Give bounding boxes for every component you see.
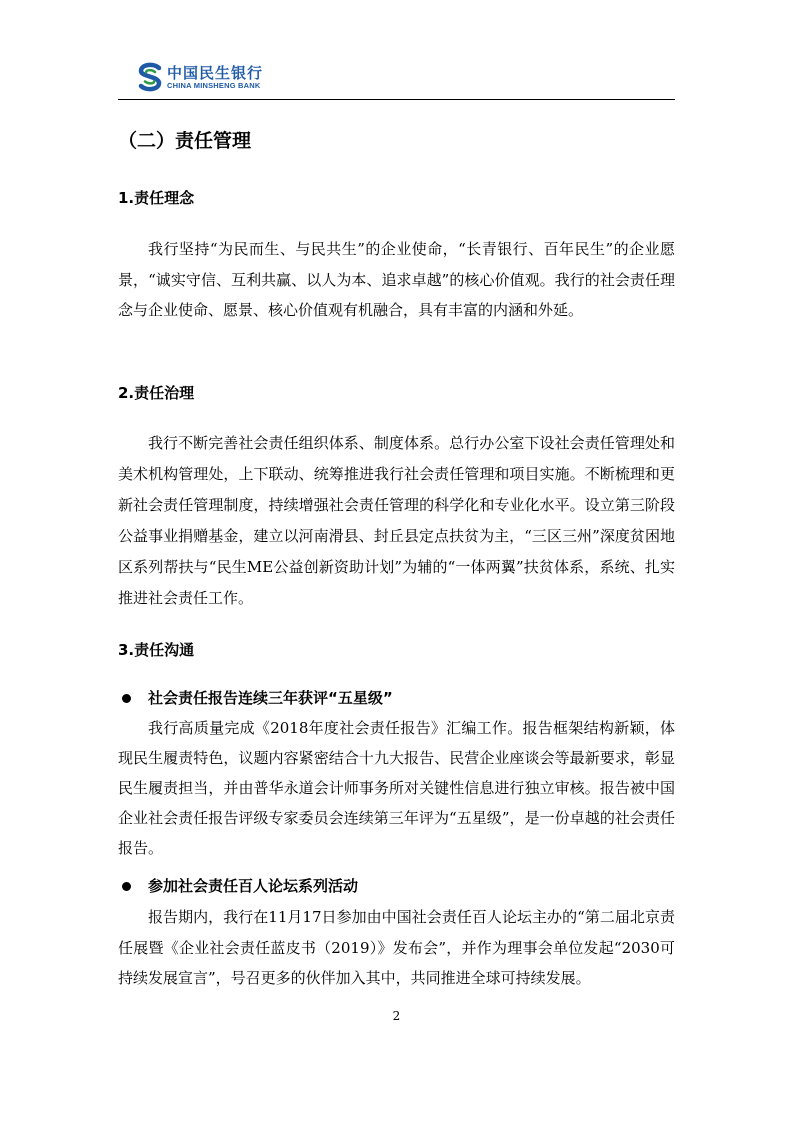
bullet-title: 社会责任报告连续三年获评“五星级”	[148, 689, 393, 707]
heading-responsibility-communication: 3.责任沟通	[118, 641, 195, 659]
paragraph-responsibility-concept: 我行坚持“为民而生、与民共生”的企业使命，“长青银行、百年民生”的企业愿景，“诚实守信、互利共赢、以人为本、追求卓越”的核心价值观。我行的社会责任理念与企业使命、愿景、核心价值观有机融合，具有丰富的内涵和外延。	[118, 240, 675, 319]
paragraph-responsibility-governance: 我行不断完善社会责任组织体系、制度体系。总行办公室下设社会责任管理处和美术机构管理处，上下联动、统筹推进我行社会责任管理和项目实施。不断梳理和更新社会责任管理制度，持续增强社会责任管理的科学化和专业化水平。设立第三阶段公益事业捐赠基金，建立以河南滑县、封丘县定点扶贫为主，“三区三州”深度贫困地区系列帮扶与“民生ME公益创新资助计划”为辅的“一体两翼”扶贫体系，系统、扎实推进社会责任工作。	[118, 434, 675, 607]
bullet-paragraph: 我行高质量完成《2018年度社会责任报告》汇编工作。报告框架结构新颖，体现民生履责特色，议题内容紧密结合十九大报告、民营企业座谈会等最新要求，彰显民生履责担当，并由普华永道会计师事务所对关键性信息进行独立审核。报告被中国企业社会责任报告评级专家委员会连续第三年评为“五星级”，是一份卓越的社会责任报告。	[118, 719, 675, 857]
bullet-item	[118, 687, 675, 711]
page-header	[118, 56, 675, 100]
heading-responsibility-governance: 2.责任治理	[118, 384, 195, 402]
bullet-item	[118, 875, 675, 899]
bullet-title: 参加社会责任百人论坛系列活动	[148, 877, 359, 895]
bank-name-cn: 中国民生银行	[167, 64, 264, 82]
header-divider	[118, 99, 675, 100]
bullet-dot-icon	[122, 694, 131, 703]
bank-name-en: CHINA MINSHENG BANK	[167, 81, 261, 90]
heading-responsibility-concept: 1.责任理念	[118, 189, 195, 207]
bullet-dot-icon	[122, 882, 131, 891]
bullet-paragraph: 报告期内，我行在11月17日参加由中国社会责任百人论坛主办的“第二届北京责任展暨《企业社会责任蓝皮书（2019）》发布会”，并作为理事会单位发起“2030可持续发展宣言”，号召更多的伙伴加入其中，共同推进全球可持续发展。	[118, 908, 675, 987]
page-number: 2	[392, 1009, 401, 1023]
minsheng-logo-icon	[135, 62, 165, 92]
section-title: （二）责任管理	[118, 130, 252, 152]
